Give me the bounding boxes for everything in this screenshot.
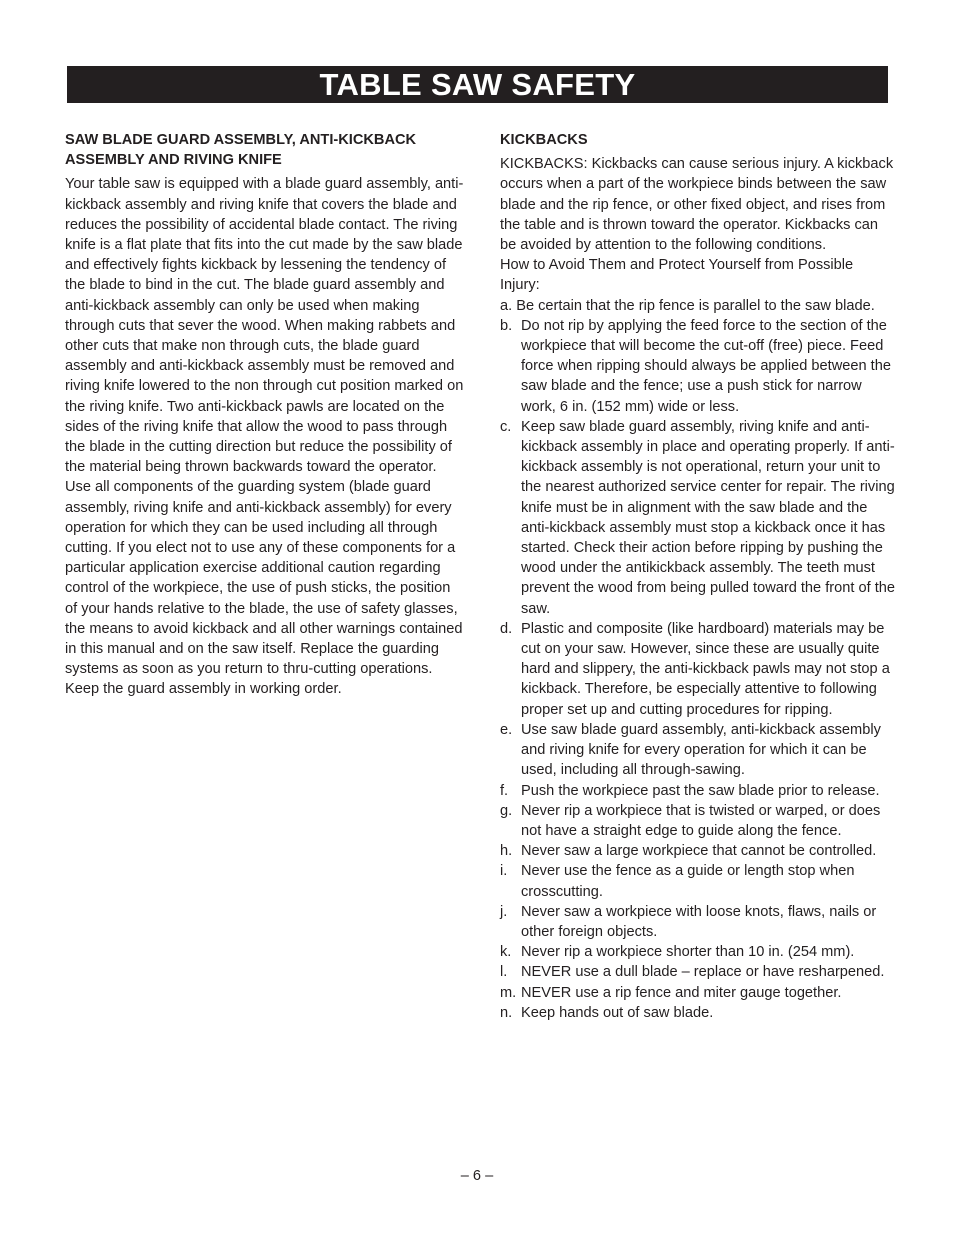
list-item-text: Do not rip by applying the feed force to the section of the workpiece that will become the cut-off (free) piece. Feed force when ripping should always be applied between the saw blade and the fence; use a push stick for narrow work, 6 in. (152 mm) wide or less. [521, 317, 891, 415]
list-marker: k. [500, 944, 512, 961]
list-item-text: NEVER use a rip fence and miter gauge together. [521, 984, 842, 1001]
kickbacks-howto: How to Avoid Them and Protect Yourself from Possible Injury: [500, 257, 854, 294]
list-marker: e. [500, 721, 513, 738]
list-marker: j. [500, 903, 508, 920]
page-title: TABLE SAW SAFETY [319, 67, 636, 102]
kickbacks-intro: KICKBACKS: Kickbacks can cause serious injury. A kickback occurs when a part of the workpiece binds between the saw blade and the rip fence, or other fixed object, and rises from the table and is thrown toward the operator. Kickbacks can be avoided by attention to the following conditions. [500, 156, 894, 254]
left-column [65, 130, 465, 700]
list-item [500, 942, 895, 962]
list-item [500, 902, 895, 942]
list-item-text: Never use the fence as a guide or length stop when crosscutting. [521, 863, 855, 900]
list-marker: m. [500, 984, 517, 1001]
blade-guard-heading-line2: ASSEMBLY AND RIVING KNIFE [65, 152, 282, 169]
list-item [500, 720, 895, 781]
list-item-text: Never saw a large workpiece that cannot be controlled. [521, 843, 877, 860]
list-marker: n. [500, 1004, 513, 1021]
list-item-text: Keep saw blade guard assembly, riving knife and anti-kickback assembly in place and operating properly. If anti-kickback assembly is not operational, return your unit to the nearest authorized service center for repair. The riving knife must be in alignment with the saw blade and the anti-kickback assembly must stop a kickback once it has started. Check their action before ripping by pushing the wood under the antikickback assembly. The teeth must prevent the wood from being pulled toward the front of the saw. [521, 418, 895, 617]
list-item [500, 417, 895, 619]
list-item [500, 781, 895, 801]
list-item-text: Never rip a workpiece that is twisted or warped, or does not have a straight edge to guide along the fence. [521, 802, 881, 839]
page-number: – 6 – [460, 1168, 494, 1184]
list-marker: l. [500, 964, 508, 981]
list-item [500, 983, 895, 1003]
list-item [500, 962, 895, 982]
list-marker: b. [500, 317, 513, 334]
list-item [500, 316, 895, 417]
list-marker: c. [500, 418, 512, 435]
list-item [500, 841, 895, 861]
list-marker: g. [500, 802, 513, 819]
list-marker: i. [500, 863, 508, 880]
blade-guard-body: Your table saw is equipped with a blade guard assembly, anti-kickback assembly and riving knife that covers the blade and reduces the possibility of accidental blade contact. The riving knife is a flat plate that fits into the cut made by the saw blade and effectively fights kickback by lessening the tendency of the blade to bind in the cut. The blade guard assembly and anti-kickback assembly can only be used when making through cuts that sever the wood. When making rabbets and other cuts that make non through cuts, the blade guard assembly and anti-kickback assembly must be removed and riving knife lowered to the non through cut position marked on the riving knife. Two anti-kickback pawls are located on the sides of the riving knife that allow the wood to pass through the blade in the cutting direction but reduce the possibility of the material being thrown backwards toward the operator. Use all components of the guarding system (blade guard assembly, riving knife and anti-kickback assembly) for every operation for which they can be used including all through cutting. If you elect not to use any of these components for a particular application exercise additional caution regarding control of the workpiece, the use of push sticks, the position of your hands relative to the blade, the use of safety glasses, the means to avoid kickback and all other warnings contained in this manual and on the saw itself. Replace the guarding systems as soon as you return to thru-cutting operations. Keep the guard assembly in working order. [65, 176, 464, 698]
list-marker: d. [500, 620, 513, 637]
list-item-text: NEVER use a dull blade – replace or have resharpened. [521, 964, 885, 981]
list-item-text: Use saw blade guard assembly, anti-kickback assembly and riving knife for every operation for which it can be used, including all through-sawing. [521, 721, 881, 779]
list-item [500, 1003, 895, 1023]
list-item-text: Never rip a workpiece shorter than 10 in. (254 mm). [521, 944, 855, 961]
list-item [500, 619, 895, 720]
kickbacks-list [500, 296, 895, 1023]
right-column [500, 130, 895, 1023]
kickbacks-heading: KICKBACKS [500, 132, 588, 148]
list-item-text: Keep hands out of saw blade. [521, 1004, 714, 1021]
list-item-text: Never saw a workpiece with loose knots, flaws, nails or other foreign objects. [521, 903, 877, 940]
blade-guard-heading-line1: SAW BLADE GUARD ASSEMBLY, ANTI-KICKBACK [65, 132, 417, 148]
list-item [500, 801, 895, 841]
list-item-text: Plastic and composite (like hardboard) materials may be cut on your saw. However, since these are usually quite hard and slippery, the anti-kickback pawls may not stop a kickback. Therefore, be especially attentive to following proper set up and cutting procedures for ripping. [521, 620, 890, 718]
list-marker: f. [500, 782, 509, 799]
list-item-text: a. Be certain that the rip fence is parallel to the saw blade. [500, 297, 875, 314]
list-item [500, 296, 895, 316]
title-bar [67, 66, 888, 103]
list-marker: h. [500, 843, 513, 860]
blade-guard-heading [65, 130, 465, 170]
list-item-text: Push the workpiece past the saw blade prior to release. [521, 782, 880, 799]
list-item [500, 861, 895, 901]
